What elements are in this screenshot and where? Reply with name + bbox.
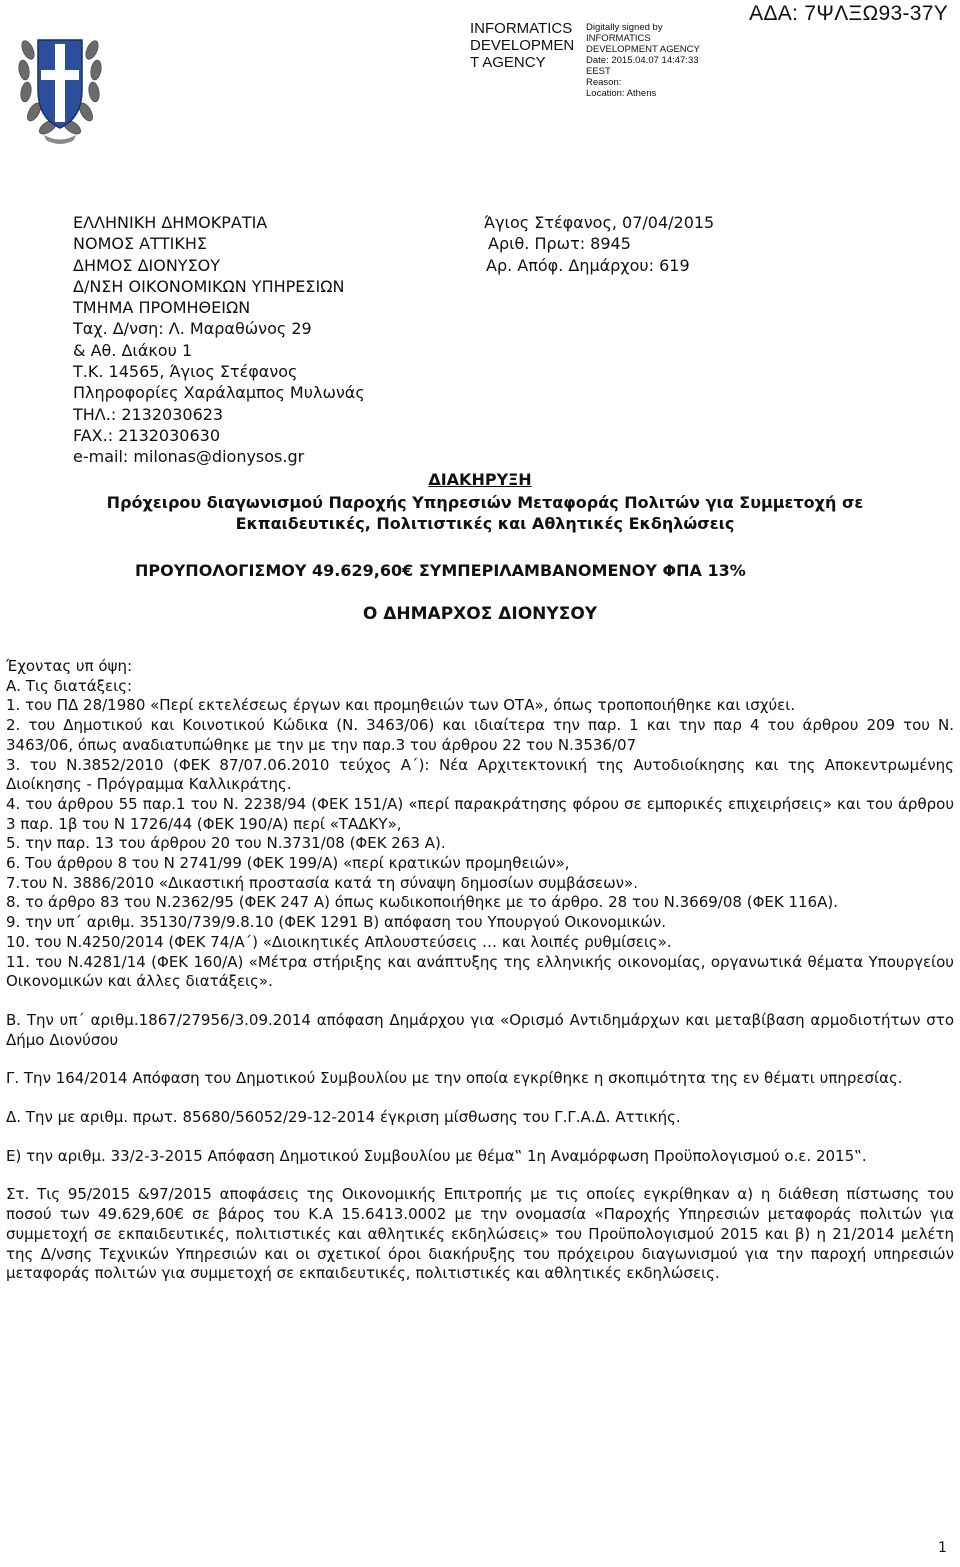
recital-paragraph: Ε) την αριθμ. 33/2-3-2015 Απόφαση Δημοτικού Συμβουλίου με θέμα‟ 1η Αναμόρφωση Προϋπολογισμού ο.ε. 2015‟. (6, 1146, 867, 1165)
document-body (6, 657, 954, 1284)
signature-detail-line: INFORMATICS (586, 33, 651, 44)
signer-line: DEVELOPMEN (470, 37, 575, 54)
letterhead-line: ΝΟΜΟΣ ΑΤΤΙΚΗΣ (73, 234, 207, 254)
provision-item: 4. του άρθρου 55 παρ.1 του Ν. 2238/94 (ΦΕΚ 151/Α) «περί παρακράτησης φόρου σε εμπορικές επιχειρήσεις» και του άρθρου 3 παρ. 1β του Ν 1726/44 (ΦΕΚ 190/Α) περί «ΤΑΔΚΥ», (6, 794, 954, 833)
signature-detail-line: Location: Athens (586, 88, 657, 99)
letterhead-line: ΤΜΗΜΑ ΠΡΟΜΗΘΕΙΩΝ (73, 298, 251, 318)
letterhead-line: Δ/ΝΣΗ ΟΙΚΟΝΟΜΙΚΩΝ ΥΠΗΡΕΣΙΩΝ (73, 276, 345, 296)
decision-number: Αρ. Απόφ. Δημάρχου: 619 (486, 255, 690, 275)
recital-paragraph: Στ. Τις 95/2015 &97/2015 αποφάσεις της Οικονομικής Επιτροπής με τις οποίες εγκρίθηκαν α) η διάθεση πίστωσης του ποσού των 49.629,60€ σε βάρος του Κ.Α 15.6413.0002 με την ονομασία «Παροχής Υπηρεσιών μεταφοράς πολιτών για συμμετοχή σε εκπαιδευτικές, πολιτιστικές και αθλητικές εκδηλώσεις» του Προϋπολογισμού 2015 και β) η 21/2014 μελέτη της Δ/νσης Τεχνικών Υπηρεσιών και οι σχετικοί όροι διακήρυξης του πρόχειρου διαγωνισμού για την παροχή υπηρεσιών μεταφοράς πολιτών για συμμετοχή σε εκπαιδευτικές, πολιτιστικές και αθλητικές εκδηλώσεις. (6, 1185, 954, 1283)
letterhead-email: e-mail: milonas@dionysos.gr (73, 447, 305, 467)
document-subject: Πρόχειρου διαγωνισμού Παροχής Υπηρεσιών Μεταφοράς Πολιτών για Συμμετοχή σε Εκπαιδευτικές, Πολιτιστικές και Αθλητικές Εκδηλώσεις (106, 493, 864, 533)
letterhead-authority (73, 212, 365, 468)
provision-item: 7.του Ν. 3886/2010 «Δικαστική προστασία κατά τη σύναψη δημοσίων συμβάσεων». (6, 873, 638, 892)
provision-item: 5. την παρ. 13 του άρθρου 20 του Ν.3731/08 (ΦΕΚ 263 Α). (6, 834, 446, 853)
recital-paragraph: Β. Την υπ΄ αριθμ.1867/27956/3.09.2014 απόφαση Δημάρχου για «Ορισμό Αντιδημάρχων και μεταβίβαση αρμοδιοτήτων στο Δήμο Διονύσου (6, 1010, 954, 1049)
coat-of-arms-emblem (14, 10, 106, 150)
issuer-heading: Ο ΔΗΜΑΡΧΟΣ ΔΙΟΝΥΣΟΥ (362, 604, 598, 624)
digital-signature-signer (470, 20, 588, 71)
provision-item: 2. του Δημοτικού και Κοινοτικού Κώδικα (Ν. 3463/06) και ιδιαίτερα την παρ. 1 και την παρ 4 του άρθρου 209 του Ν. 3463/06, όπως αναδιατυπώθηκε με την με την παρ.3 του άρθρου 22 του Ν.3536/07 (6, 716, 954, 754)
signature-detail-line: EEST (586, 66, 611, 77)
recital-paragraph: Δ. Την με αριθμ. πρωτ. 85680/56052/29-12-2014 έγκριση μίσθωσης του Γ.Γ.Α.Δ. Αττικής. (6, 1108, 681, 1127)
signer-line: INFORMATICS (470, 20, 573, 37)
provision-item: 10. του Ν.4250/2014 (ΦΕΚ 74/Α΄) «Διοικητικές Απλουστεύσεις … και λοιπές ρυθμίσεις». (6, 932, 672, 951)
considering-label: Έχοντας υπ όψη: (6, 657, 133, 675)
signature-detail-line: Reason: (586, 77, 622, 88)
budget-line: ΠΡΟΥΠΟΛΟΓΙΣΜΟΥ 49.629,60€ ΣΥΜΠΕΡΙΛΑΜΒΑΝΟΜΕΝΟΥ ΦΠΑ 13% (135, 561, 746, 580)
letterhead-line: Τ.Κ. 14565, Άγιος Στέφανος (73, 362, 298, 382)
letterhead-line: & Αθ. Διάκου 1 (73, 340, 193, 360)
provision-item: 8. το άρθρο 83 του Ν.2362/95 (ΦΕΚ 247 Α) όπως κωδικοποιήθηκε με το άρθρο. 28 του Ν.3669/08 (ΦΕΚ 116Α). (6, 893, 838, 912)
letterhead-line: Ταχ. Δ/νση: Λ. Μαραθώνος 29 (73, 319, 312, 339)
document-title: ΔΙΑΚΗΡΥΞΗ (428, 470, 532, 489)
recital-paragraph: Γ. Την 164/2014 Απόφαση του Δημοτικού Συμβουλίου με την οποία εγκρίθηκε η σκοπιμότητα της εν θέματι υπηρεσίας. (6, 1069, 903, 1088)
ada-code: ΑΔΑ: 7ΨΛΞΩ93-37Υ (749, 2, 948, 25)
provision-item: 9. την υπ΄ αριθμ. 35130/739/9.8.10 (ΦΕΚ 1291 Β) απόφαση του Υπουργού Οικονομικών. (6, 913, 667, 932)
provision-item: 1. του ΠΔ 28/1980 «Περί εκτελέσεως έργων και προμηθειών των ΟΤΑ», όπως τροποποιήθηκε και ισχύει. (6, 696, 796, 715)
digital-signature-details (586, 22, 716, 99)
letterhead-line: FAX.: 2132030630 (73, 425, 220, 445)
signature-detail-line: Date: 2015.04.07 14:47:33 (586, 55, 699, 66)
provision-item: 11. του Ν.4281/14 (ΦΕΚ 160/Α) «Μέτρα στήριξης και ανάπτυξης της ελληνικής οικονομίας, οργανωτικά θέματα Υπουργείου Οικονομικών και άλλες διατάξεις». (6, 952, 954, 991)
signature-detail-line: Digitally signed by (586, 22, 663, 33)
letterhead-line: ΔΗΜΟΣ ΔΙΟΝΥΣΟΥ (73, 255, 221, 275)
letterhead-line: ΤΗΛ.: 2132030623 (73, 404, 224, 424)
provision-item: 6. Του άρθρου 8 του Ν 2741/99 (ΦΕΚ 199/Α) «περί κρατικών προμηθειών», (6, 854, 570, 873)
provisions-heading: Α. Τις διατάξεις: (6, 676, 133, 695)
signature-detail-line: DEVELOPMENT AGENCY (586, 44, 700, 55)
letterhead-line: Πληροφορίες Χαράλαμπος Μυλωνάς (73, 383, 365, 403)
letterhead-reference (484, 212, 714, 276)
signer-line: T AGENCY (470, 54, 546, 71)
page-number: 1 (938, 1540, 947, 1556)
provision-item: 3. του Ν.3852/2010 (ΦΕΚ 87/07.06.2010 τεύχος Α΄): Νέα Αρχιτεκτονική της Αυτοδιοίκησης και της Αποκεντρωμένης Διοίκησης - Πρόγραμμα Καλλικράτης. (6, 755, 954, 794)
document-date: Άγιος Στέφανος, 07/04/2015 (484, 213, 715, 232)
protocol-number: Αριθ. Πρωτ: 8945 (488, 234, 631, 254)
letterhead-line: ΕΛΛΗΝΙΚΗ ΔΗΜΟΚΡΑΤΙΑ (73, 213, 268, 232)
